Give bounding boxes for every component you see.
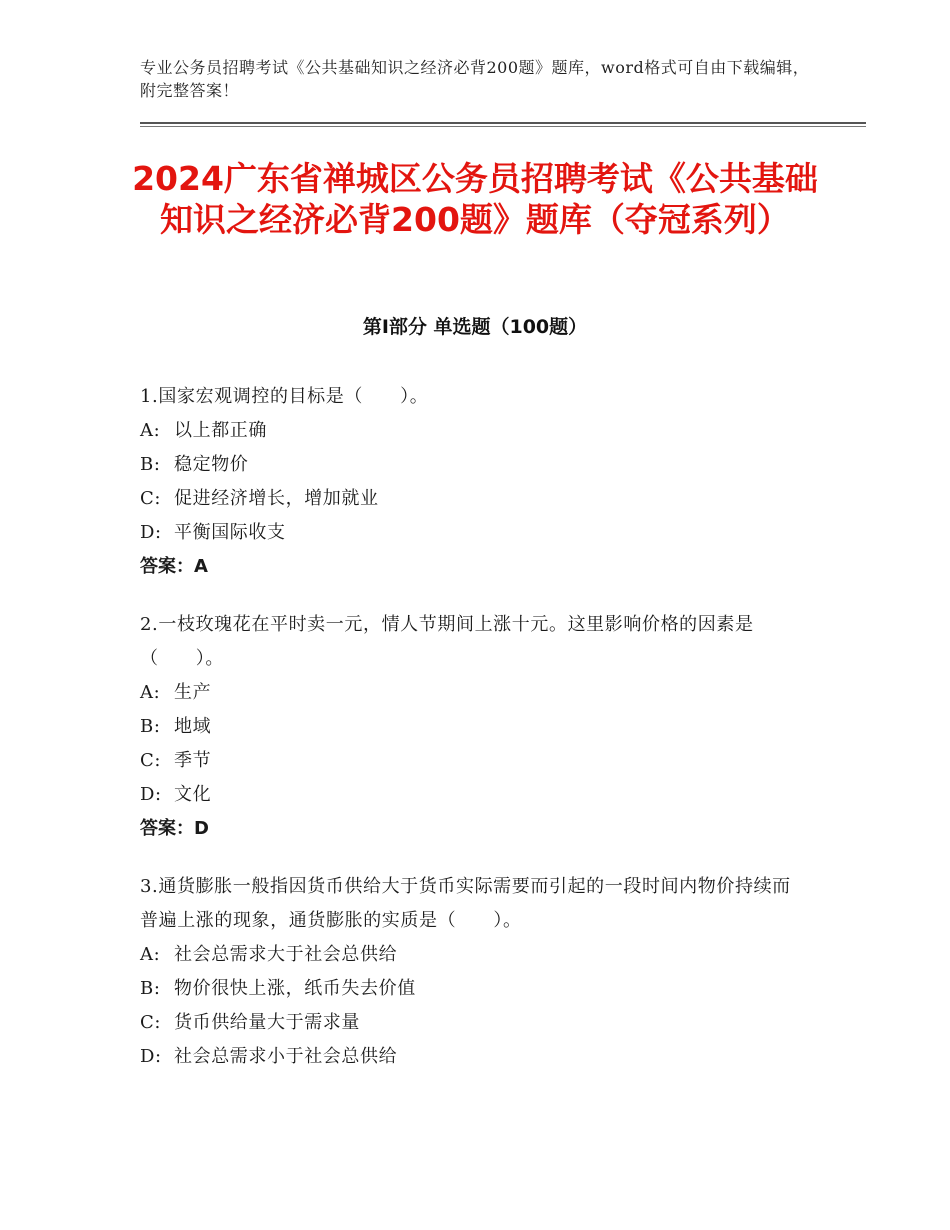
question-item [140, 608, 800, 846]
option-text: 地域 [174, 716, 212, 737]
option-b [140, 710, 800, 744]
option-key: B: [140, 454, 161, 475]
option-key: C: [140, 488, 162, 509]
question-item [140, 380, 800, 584]
option-text: 物价很快上涨，纸币失去价值 [174, 978, 416, 999]
option-text: 社会总需求大于社会总供给 [174, 944, 398, 965]
option-text: 以上都正确 [174, 420, 267, 441]
option-text: 季节 [174, 750, 212, 771]
option-a [140, 938, 800, 972]
option-text: 促进经济增长，增加就业 [174, 488, 379, 509]
option-text: 生产 [174, 682, 212, 703]
option-d [140, 778, 800, 812]
option-key: A: [140, 420, 161, 441]
option-key: B: [140, 978, 161, 999]
header-divider [140, 122, 866, 128]
question-stem: 3.通货膨胀一般指因货币供给大于货币实际需要而引起的一段时间内物价持续而普遍上涨的现象，通货膨胀的实质是（ ）。 [140, 876, 791, 931]
option-key: C: [140, 750, 162, 771]
option-text: 平衡国际收支 [174, 522, 286, 543]
document-title: 2024广东省禅城区公务员招聘考试《公共基础知识之经济必背200题》题库（夺冠系列） [132, 159, 818, 239]
option-b [140, 972, 800, 1006]
option-d [140, 516, 800, 550]
header-note: 专业公务员招聘考试《公共基础知识之经济必背200题》题库，word格式可自由下载编辑，附完整答案！ [140, 58, 810, 100]
option-c [140, 482, 800, 516]
option-key: C: [140, 1012, 162, 1033]
section-heading: 第Ⅰ部分 单选题（100题） [362, 316, 588, 338]
option-key: A: [140, 944, 161, 965]
option-key: A: [140, 682, 161, 703]
option-c [140, 744, 800, 778]
question-stem: 2.一枝玫瑰花在平时卖一元，情人节期间上涨十元。这里影响价格的因素是（ ）。 [140, 614, 754, 669]
option-text: 货币供给量大于需求量 [174, 1012, 360, 1033]
option-key: D: [140, 784, 162, 805]
option-text: 稳定物价 [174, 454, 249, 475]
option-a [140, 414, 800, 448]
option-key: D: [140, 522, 162, 543]
option-d [140, 1040, 800, 1074]
answer-label: 答案：D [140, 818, 209, 839]
option-text: 文化 [174, 784, 212, 805]
option-key: B: [140, 716, 161, 737]
option-a [140, 676, 800, 710]
option-b [140, 448, 800, 482]
option-key: D: [140, 1046, 162, 1067]
question-list [140, 380, 800, 1098]
answer-label: 答案：A [140, 556, 208, 577]
option-text: 社会总需求小于社会总供给 [174, 1046, 398, 1067]
question-item [140, 870, 800, 1074]
question-stem: 1.国家宏观调控的目标是（ ）。 [140, 386, 429, 407]
option-c [140, 1006, 800, 1040]
